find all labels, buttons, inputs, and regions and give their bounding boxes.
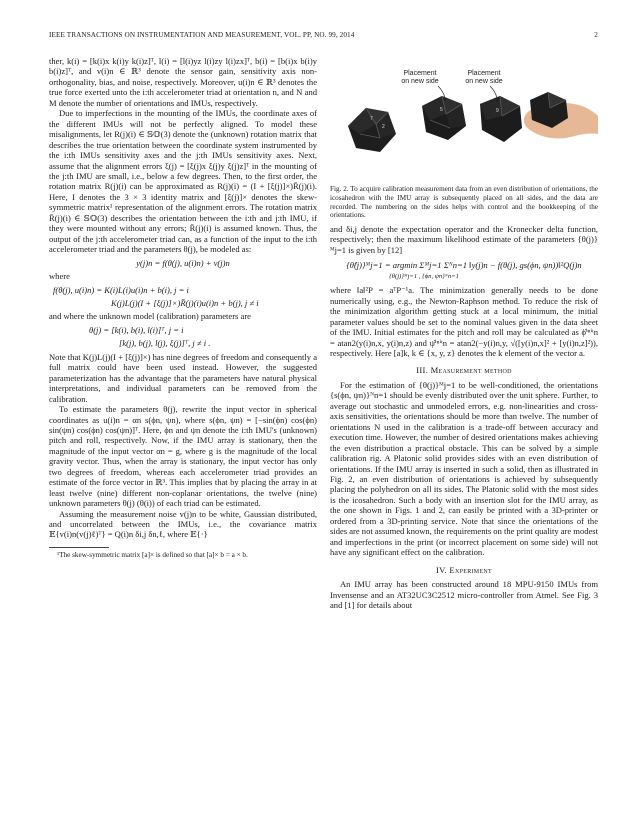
page-number: 2 [594, 31, 598, 39]
paragraph-degrees-of-freedom: Note that K(j)L(j)(I + [ξ(j)]×) has nine degrees of freedom and consequently a full matrix could have been used instead. However, the suggested parameterization has the advantage that the parameters have natural physical interpretations, and individual parameters can be removed from the calibration. [49, 351, 317, 404]
right-column [330, 224, 598, 610]
equation-measurement-model: y(j)n = f(θ(j), u(i)n) + v(j)n [136, 257, 230, 268]
svg-text:9: 9 [496, 108, 499, 114]
equation-f-case-1: f(θ(j), u(i)n) = K(i)L(i)u(i)n + b(i), j = i [53, 284, 189, 295]
paragraph-minimization: where ‖a‖²P = aᵀP⁻¹a. The minimization generally needs to be done numerically using, e.g., the Newton-Raphson method. To reduce the risk of the minimization algorithm getting stuck at a local minimum, the initial parameter values should be set to the nominal values given in the data sheet of the IMU. Initial estimates for the pitch and roll may be calculated as ϕ̂ⁱⁿⁱᵗn = atan2(y(i)n,x, y(i)n,z) and ψ̂ⁱⁿⁱᵗn = atan2(−y(i)n,y, √([y(i)n,x]² + [y(i)n,z]²)), respectively. Here [a]k, k ∈ {x, y, z} denotes the k element of the vector a. [330, 285, 598, 358]
svg-text:2: 2 [382, 124, 385, 130]
equation-f-case-2: K(j)L(j)(I + [ξ(j)]×)R̄(j)(i)u(i)n + b(j), j ≠ i [111, 297, 259, 308]
paragraph-platonic-solid: For the estimation of {θ(j)}ᴹj=1 to be well-conditioned, the orientations {s(ϕn, ψn)}ᴺn=1 should be evenly distributed over the unit sphere. Further, to average out stochastic and unmodeled errors, e.g. non-linearities and cross-axis sensitivities, the orientations should be more than twelve. The number of orientations N used in the calibration is a trade-off between accuracy and execution time. However, the number of desired orientations makes achieving the even distribution a practical obstacle. This can be solved by a simple calibration rig. A Platonic solid provides sides with an even distribution of orientations. If the IMU array is inserted in such a solid, then as illustrated in Fig. 2, an even distribution of orientations is achieved by subsequently placing the polyhedron on all its sides. The Platonic solid with the most sides is the icosahedron. Such a body with an insertion slot for the IMU array, as the one shown in Figs. 1 and 2, can easily be printed with a 3D-printer or ordered from a 3D-printing service. Note that since the orientations of the sides are not assumed known, the requirements on the print quality are modest and imperfections in the print (or incorrect placement on some side) will not have any significant effect on the calibration. [330, 379, 598, 558]
section-heading-measurement-method: III. Measurement method [416, 365, 512, 376]
paragraph-parameters-intro: and where the unknown model (calibration) parameters are [49, 311, 251, 322]
running-header [49, 31, 598, 43]
figure-caption: Fig. 2. To acquire calibration measurement data from an even distribution of orientations, the icosahedron with the IMU array is subsequently placed on all sides, and the data are recorded. The numbering on the sides helps with control and the bookkeeping of the orientations. [330, 185, 598, 220]
svg-text:5: 5 [440, 107, 443, 113]
figure-label-left [390, 70, 450, 86]
equation-theta-case-1: θ(j) = [k(i), b(i), l(i)]ᵀ, j = i [89, 324, 184, 335]
icosahedron-middle-left [422, 96, 466, 140]
figure-label-left-text: Placement on new side [401, 70, 439, 85]
paragraph-imu-array: An IMU array has been constructed around 18 MPU-9150 IMUs from Invensense and an AT32UC3C2512 micro-controller from Atmel. See Fig. 3 and [1] for details about [330, 579, 598, 610]
footnote-divider [49, 547, 109, 548]
icosahedron-left [348, 108, 396, 152]
footnote-skew-symmetric: ¹The skew-symmetric matrix [a]× is defined so that [a]× b = a × b. [57, 550, 248, 559]
paragraph-misalignment: Due to imperfections in the mounting of the IMUs, the coordinate axes of the different IMUs will not be perfectly aligned. To model these misalignments, let R(j)(i) ∈ 𝕊𝕆(3) denote the (unknown) rotation matrix that describes the true orientation between the coordinate system instrumented by the i:th IMUs sensitivity axes and the j:th IMUs sensitivity axes. Next, assume that the alignment errors ξ(j) = [ξ(j)x ξ(j)y ξ(j)z]ᵀ in the mounting of the j:th IMU are small, i.e., below a few degrees. Then, to the first order, the rotation matrix R(j)(i) can be approximated as R(j)(i) = (I + [ξ(j)]×)R̄(j)(i). Here, I denotes the 3 × 3 identity matrix and [ξ(j)]× denotes the skew-symmetric matrix¹ representation of the alignment errors. The rotation matrix R̄(j)(i) ∈ 𝕊𝕆(3) describes the orientation between the i:th and j:th IMU, if they were mounted without any errors; R̄(j)(i) is assumed known. Thus, the output of the j:th accelerometer triad can, as a function of the input to the i:th accelerometer triad and the parameters θ(j), be modeled as: [49, 108, 317, 255]
section-heading-experiment: IV. Experiment [435, 564, 493, 575]
paragraph-ml-estimate: and δi,j denote the expectation operator and the Kronecker delta function, respectively; then the maximum likelihood estimate of the parameters {θ(j)}ᴹj=1 is given by [12] [330, 224, 598, 255]
figure-label-right [454, 70, 514, 86]
equation-argmin: {θ̂(j)}ᴹj=1 = argmin Σᴹj=1 Σᴺn=1 ‖y(j)n − f(θ(j), gs(ϕn, ψn))‖²Q(j)n [346, 260, 582, 271]
equation-argmin-subscript: {θ(j)}ᴹj=1 , {ϕn, ψn}ᴺn=1 [389, 272, 459, 280]
svg-text:7: 7 [370, 116, 373, 122]
left-column [49, 56, 317, 560]
journal-title: IEEE TRANSACTIONS ON INSTRUMENTATION AND MEASUREMENT, VOL. PP, NO. 99, 2014 [49, 31, 355, 39]
figure-icosahedron-photo [330, 56, 598, 172]
paragraph-model-terms: ther, k(i) = [k(i)x k(i)y k(i)z]ᵀ, l(i) = [l(i)yz l(i)zy l(i)zx]ᵀ, b(i) = [b(i)x b(i)y b(i)z]ᵀ, and v(i)n ∈ ℝ³ denote the sensor gain, sensitivity axis non-orthogonality, bias, and noise, respectively. Moreover, u(i)n ∈ ℝ³ denotes the true force exerted unto the i:th accelerometer triad at orientation n, and N and M denote the number of orientations and IMUs, respectively. [49, 56, 317, 108]
equation-theta-case-2: [k(j), b(j), l(j), ξ(j)]ᵀ, j ≠ i . [119, 338, 211, 349]
figure-label-right-text: Placement on new side [465, 70, 503, 85]
paragraph-where: where [49, 271, 70, 282]
icosahedron-middle-right [480, 96, 522, 142]
paragraph-noise-assumption: Assuming the measurement noise v(j)n to be white, Gaussian distributed, and uncorrelated between the IMUs, i.e., the covariance matrix 𝔼{v(i)n(v(j)ℓ)ᵀ} = Q(i)n δi,j δn,ℓ, where 𝔼{·} [49, 508, 317, 540]
paragraph-spherical-coordinates: To estimate the parameters θ(j), rewrite the input vector in spherical coordinates as u(i)n = αn s(ϕn, ψn), where s(ϕn, ψn) = [−sin(ϕn) cos(ϕn) sin(ψn) cos(ϕn) cos(ψn)]ᵀ. Here, ϕn and ψn denote the i:th IMU's (unknown) pitch and roll, respectively. Now, if the IMU array is stationary, then the magnitude of the input vector αn = g, where g is the magnitude of the local gravity vector. Thus, when the array is stationary, the input vector has only two degrees of freedom, whereas each accelerometer triad provides an estimate of the force vector in ℝ³. This implies that by placing the array in at least twelve (nine) different non-coplanar orientations, the twelve (nine) unknown parameters θ(j) (θ(i)) of each triad can be estimated. [49, 404, 317, 509]
